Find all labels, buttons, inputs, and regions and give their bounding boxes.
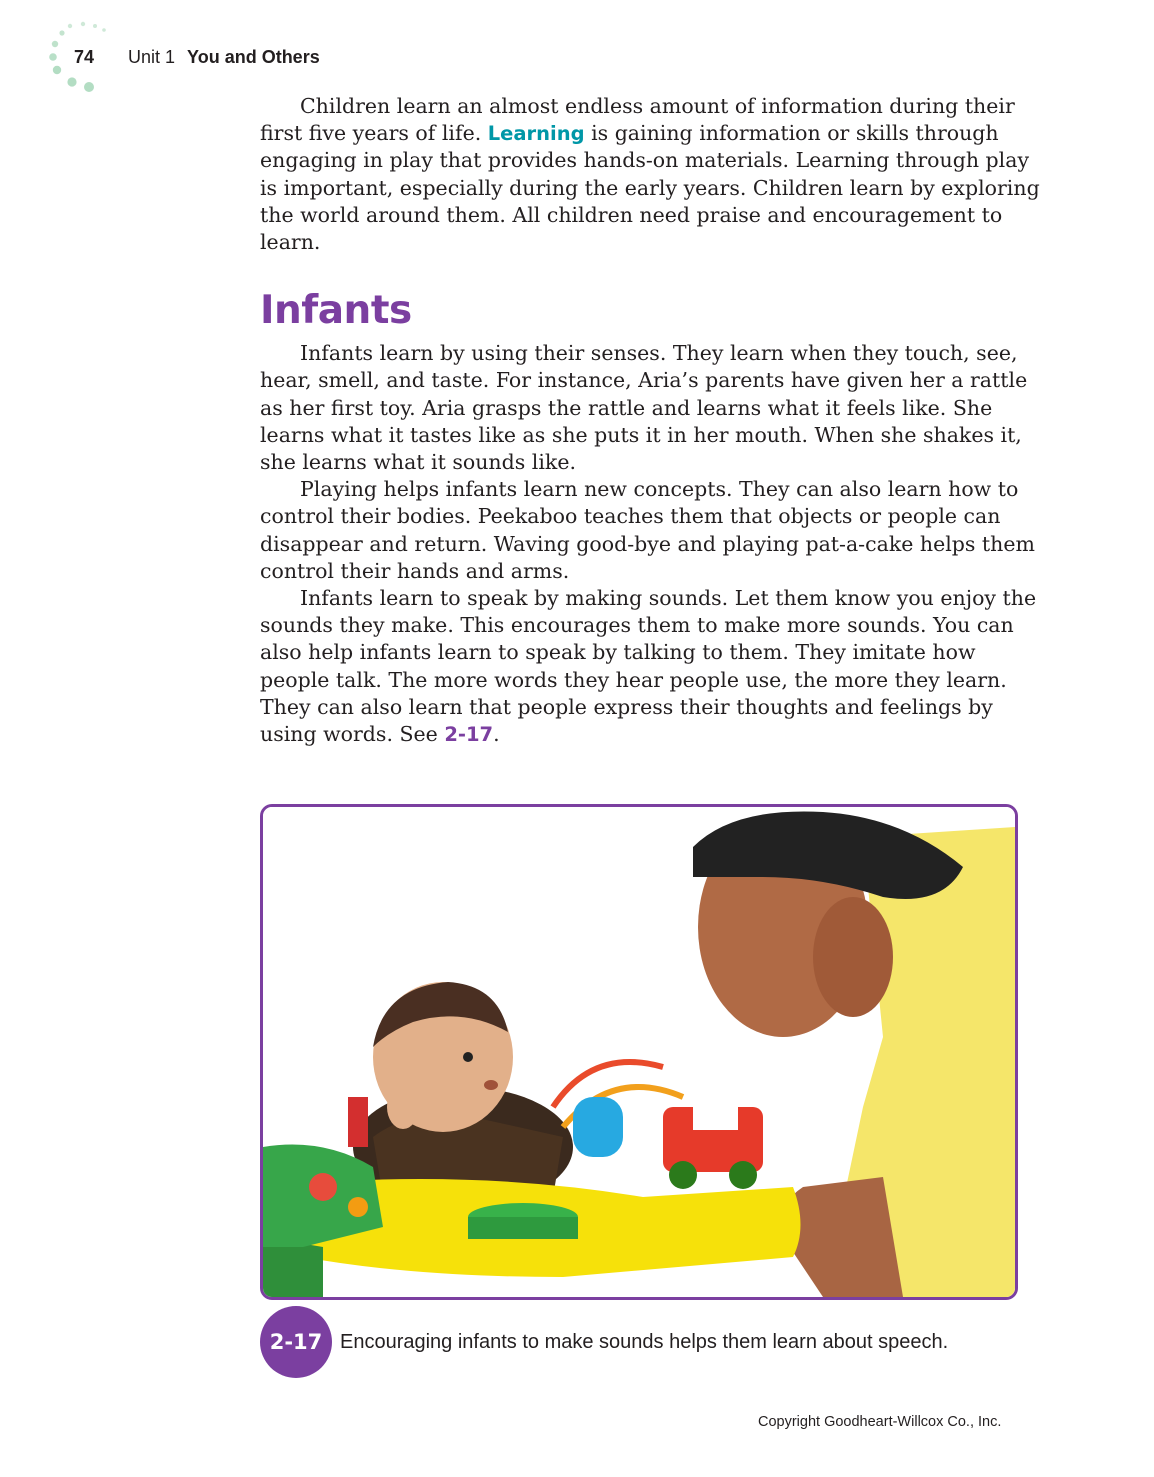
intro-text-1: Children learn an almost endless amount of information during their first five years of life. — [260, 94, 1015, 146]
figure-reference-link[interactable]: 2-17 — [444, 723, 494, 747]
unit-title: You and Others — [187, 47, 320, 67]
figure-photo — [260, 804, 1018, 1300]
paragraph-2: Playing helps infants learn new concepts. They can also learn how to control their bodies. Peekaboo teaches them that objects or people can disappear and return. Waving good-bye and playing pat-a-cake helps them control their hands and arms. — [260, 477, 1035, 583]
paragraph-3 — [260, 585, 1040, 748]
section-heading: Infants — [260, 288, 412, 334]
figure-caption: Encouraging infants to make sounds helps them learn about speech. — [340, 1331, 949, 1353]
intro-text-2: is gaining information or skills through engaging in play that provides hands-on materials. Learning through play is important, especially during the early years. Children learn by exploring the world around them. All children need praise and encouragement to learn. — [260, 121, 1040, 255]
copyright-footer: Copyright Goodheart-Willcox Co., Inc. — [758, 1414, 1002, 1430]
intro-paragraph — [260, 93, 1040, 256]
running-header — [74, 47, 320, 68]
main-content — [260, 93, 1040, 748]
key-term-learning: Learning — [487, 122, 585, 146]
photo-illustration — [263, 807, 1015, 1297]
paragraph-3-end: . — [493, 722, 500, 747]
paragraph-1: Infants learn by using their senses. They learn when they touch, see, hear, smell, and taste. For instance, Aria’s parents have given her a rattle as her first toy. Aria grasps the rattle and learns what it feels like. She learns what it tastes like as she puts it in her mouth. When she shakes it, she learns what it sounds like. — [260, 341, 1028, 475]
unit-label: Unit 1 — [128, 47, 176, 67]
figure-number-badge: 2-17 — [260, 1306, 332, 1378]
paragraph-3-text: Infants learn to speak by making sounds. Let them know you enjoy the sounds they make. This encourages them to make more sounds. You can also help infants learn to speak by talking to them. They imitate how people talk. The more words they hear people use, the more they learn. They can also learn that people express their thoughts and feelings by using words. See — [260, 586, 1037, 747]
page-number: 74 — [74, 47, 95, 67]
